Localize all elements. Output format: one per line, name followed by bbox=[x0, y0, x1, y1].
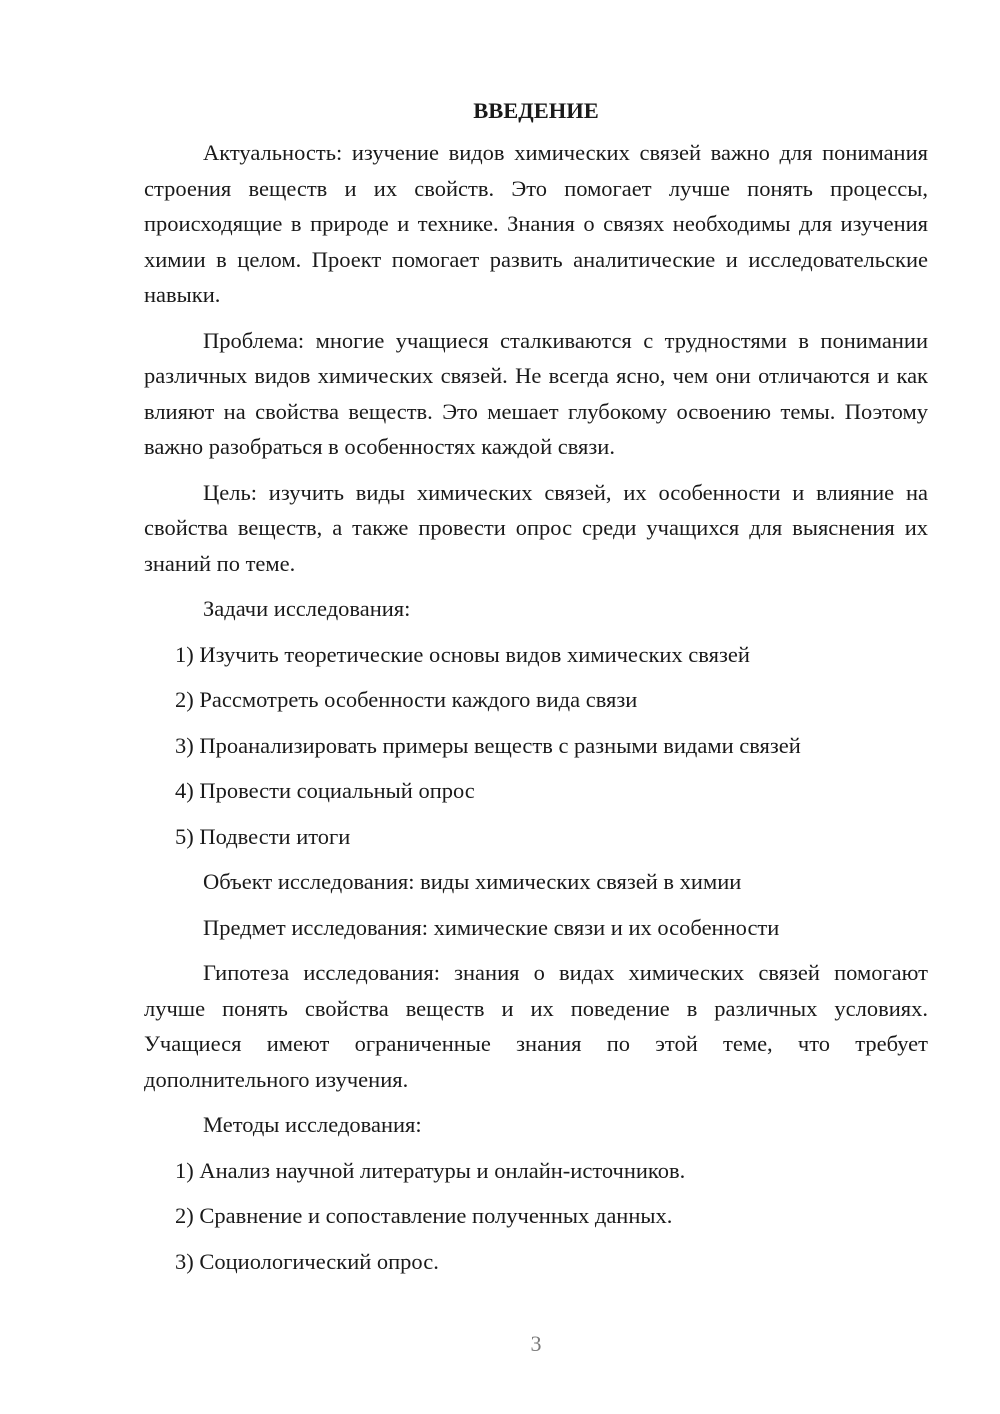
methods-list bbox=[144, 1153, 928, 1280]
method-item: 3) Социологический опрос. bbox=[175, 1248, 439, 1274]
problem-paragraph: Проблема: многие учащиеся сталкиваются с трудностями в понимании различных видов химических связей. Не всегда ясно, чем они отличаются и как влияют на свойства веществ. Это мешает глубокому освоению темы. Поэтому важно разобраться в особенностях каждой связи. bbox=[144, 327, 928, 459]
page-content bbox=[144, 96, 928, 1289]
hypothesis-paragraph: Гипотеза исследования: знания о видах химических связей помогают лучше понять свойства веществ и их поведение в различных условиях. Учащиеся имеют ограниченные знания по этой теме, что требует дополнительного изучения. bbox=[144, 960, 928, 1092]
tasks-list bbox=[144, 637, 928, 855]
relevance-paragraph: Актуальность: изучение видов химических связей важно для понимания строения веществ и их свойств. Это помогает лучше понять процессы, происходящие в природе и технике. Знания о связях необходимы для изучения химии в целом. Проект помогает развить аналитические и исследовательские навыки. bbox=[144, 140, 928, 307]
task-item: 5) Подвести итоги bbox=[175, 823, 351, 849]
research-object: Объект исследования: виды химических связей в химии bbox=[203, 869, 742, 894]
method-item: 1) Анализ научной литературы и онлайн-источников. bbox=[175, 1157, 686, 1183]
page-number: 3 bbox=[530, 1331, 542, 1356]
goal-paragraph: Цель: изучить виды химических связей, их особенности и влияние на свойства веществ, а также провести опрос среди учащихся для выяснения их знаний по теме. bbox=[144, 479, 928, 576]
methods-heading: Методы исследования: bbox=[203, 1112, 422, 1137]
section-title: ВВЕДЕНИЕ bbox=[473, 98, 599, 123]
task-item: 3) Проанализировать примеры веществ с разными видами связей bbox=[175, 732, 801, 758]
task-item: 4) Провести социальный опрос bbox=[175, 778, 475, 803]
task-item: 1) Изучить теоретические основы видов химических связей bbox=[175, 641, 750, 667]
method-item: 2) Сравнение и сопоставление полученных данных. bbox=[175, 1203, 673, 1228]
research-subject: Предмет исследования: химические связи и их особенности bbox=[203, 914, 780, 940]
task-item: 2) Рассмотреть особенности каждого вида связи bbox=[175, 687, 638, 712]
tasks-heading: Задачи исследования: bbox=[203, 596, 411, 621]
